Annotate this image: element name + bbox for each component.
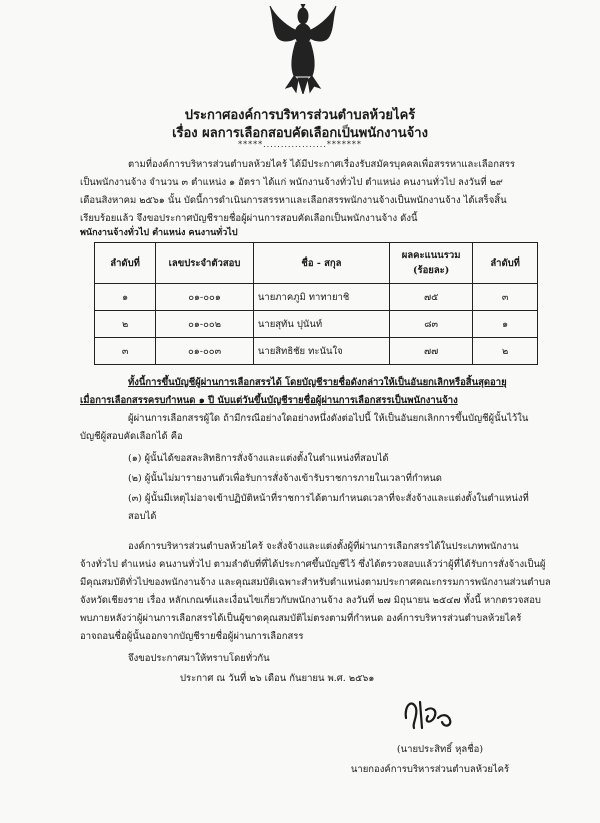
cell-order: ๒	[95, 311, 156, 338]
title-divider: *****..................*******	[238, 140, 362, 149]
table-row	[95, 284, 538, 311]
condition-1: (๑) ผู้นั้นได้ขอสละสิทธิการสั่งจ้างและแต่งตั้งในตำแหน่งที่สอบได้	[128, 453, 389, 464]
notice-line-4: บัญชีผู้สอบคัดเลือกได้ คือ	[80, 431, 183, 442]
cell-fullname: นายสิทธิชัย ทะนันใจ	[253, 338, 389, 365]
cell-rank: ๒	[473, 338, 538, 365]
condition-2: (๒) ผู้นั้นไม่มารายงานตัวเพื่อรับการสั่งจ้างเข้ารับราชการภายในเวลาที่กำหนด	[128, 473, 442, 484]
body-line-1: องค์การบริหารส่วนตำบลห้วยไคร้ จะสั่งจ้างและแต่งตั้งผู้ที่ผ่านการเลือกสรรได้ในประเภทพนักงาน	[128, 541, 519, 552]
announcement-date: ประกาศ ณ วันที่ ๒๖ เดือน กันยายน พ.ศ. ๒๕๖๑	[180, 673, 375, 684]
announcement-subject: เรื่อง ผลการเลือกสอบคัดเลือกเป็นพนักงานจ้าง	[172, 126, 428, 141]
cell-fullname: นายภาคภูมิ ทาทายาชิ	[253, 284, 389, 311]
intro-line-3: เดือนสิงหาคม ๒๕๖๑ นั้น บัดนี้การดำเนินการสรรหาและเลือกสรรพนักงานจ้างเป็นพนักงานจ้าง ได้เสร็จสิ้น	[80, 195, 507, 206]
cell-rank: ๓	[473, 284, 538, 311]
body-line-4: จังหวัดเชียงราย เรื่อง หลักเกณฑ์และเงื่อนไขเกี่ยวกับพนักงานจ้าง ลงวันที่ ๒๗ มิถุนายน ๒๕๔๗ ทั้งนี้ หากตรวจสอบ	[80, 595, 541, 606]
cell-exam-id: ๐๑-๐๐๑	[156, 284, 254, 311]
cell-score: ๗๗	[390, 338, 473, 365]
signer-position: นายกองค์การบริหารส่วนตำบลห้วยไคร้	[350, 764, 510, 775]
table-header-row	[95, 243, 538, 284]
cell-rank: ๑	[473, 311, 538, 338]
intro-line-2: เป็นพนักงานจ้าง จำนวน ๓ ตำแหน่ง ๑ อัตรา ได้แก่ พนักงานจ้างทั่วไป ตำแหน่ง คนงานทั่วไป ลงวันที่ ๒๙	[80, 177, 503, 188]
notice-line-2: เมื่อการเลือกสรรครบกำหนด ๑ ปี นับแต่วันขึ้นบัญชีรายชื่อผู้ผ่านการเลือกสรรเป็นพนักงานจ้าง	[80, 395, 458, 406]
results-table	[94, 242, 538, 365]
cell-order: ๑	[95, 284, 156, 311]
table-row	[95, 338, 538, 365]
header-rank: ลำดับที่	[473, 243, 538, 284]
announcement-title: ประกาศองค์การบริหารส่วนตำบลห้วยไคร้	[184, 108, 416, 123]
body-line-2: จ้างทั่วไป ตำแหน่ง คนงานทั่วไป ตามลำดับที่ที่ได้ประกาศขึ้นบัญชีไว้ ซึ่งได้ตรวจสอบแล้วว่าผู้ที่ได้รับการสั่งจ้างเป็นผู้	[80, 559, 546, 570]
table-row	[95, 311, 538, 338]
cell-score: ๘๓	[390, 311, 473, 338]
header-fullname: ชื่อ - สกุล	[253, 243, 389, 284]
body-line-5: พบภายหลังว่าผู้ผ่านการเลือกสรรได้เป็นผู้ขาดคุณสมบัติไม่ตรงตามที่กำหนด องค์การบริหารส่วนตำบลห้วยไคร้	[80, 613, 522, 624]
cell-score: ๗๕	[390, 284, 473, 311]
signature-icon	[398, 688, 462, 738]
condition-3: (๓) ผู้นั้นมีเหตุไม่อาจเข้าปฏิบัติหน้าที่ราชการได้ตามกำหนดเวลาที่จะสั่งจ้างและแต่งตั้งในตำแหน่งที่	[128, 493, 529, 504]
condition-3-cont: สอบได้	[128, 511, 157, 522]
body-line-6: อาจถอนชื่อผู้นั้นออกจากบัญชีรายชื่อผู้ผ่านการเลือกสรร	[80, 631, 304, 642]
garuda-emblem-icon	[268, 4, 338, 94]
header-score: ผลคะแนนรวม (ร้อยละ)	[390, 243, 473, 284]
cell-order: ๓	[95, 338, 156, 365]
signer-name: (นายประสิทธิ์ หุลชื่อ)	[396, 744, 484, 755]
header-exam-id: เลขประจำตัวสอบ	[156, 243, 254, 284]
header-order: ลำดับที่	[95, 243, 156, 284]
position-label: พนักงานจ้างทั่วไป ตำแหน่ง คนงานทั่วไป	[80, 228, 238, 238]
body-line-3: มีคุณสมบัติทั่วไปของพนักงานจ้าง และคุณสมบัติเฉพาะสำหรับตำแหน่งตามประกาศคณะกรรมการพนักงานส่วนตำบล	[80, 577, 551, 588]
cell-exam-id: ๐๑-๐๐๒	[156, 311, 254, 338]
cell-fullname: นายสุทัน ปุนันท์	[253, 311, 389, 338]
notice-line-1: ทั้งนี้การขึ้นบัญชีผู้ผ่านการเลือกสรรได้ โดยบัญชีรายชื่อดังกล่าวให้เป็นอันยกเลิกหรือสิ้นสุดอายุ	[128, 377, 507, 388]
intro-line-1: ตามที่องค์การบริหารส่วนตำบลห้วยไคร้ ได้มีประกาศเรื่องรับสมัครบุคคลเพื่อสรรหาและเลือกสรร	[128, 159, 516, 170]
closing-announce: จึงขอประกาศมาให้ทราบโดยทั่วกัน	[128, 653, 270, 664]
notice-line-3: ผู้ผ่านการเลือกสรรผู้ใด ถ้ามีกรณีอย่างใดอย่างหนึ่งดังต่อไปนี้ ให้เป็นอันยกเลิกการขึ้นบัญชีผู้นั้นไว้ใน	[128, 413, 529, 424]
cell-exam-id: ๐๑-๐๐๓	[156, 338, 254, 365]
intro-line-4: เรียบร้อยแล้ว จึงขอประกาศบัญชีรายชื่อผู้ผ่านการสอบคัดเลือกเป็นพนักงานจ้าง ดังนี้	[80, 213, 418, 224]
